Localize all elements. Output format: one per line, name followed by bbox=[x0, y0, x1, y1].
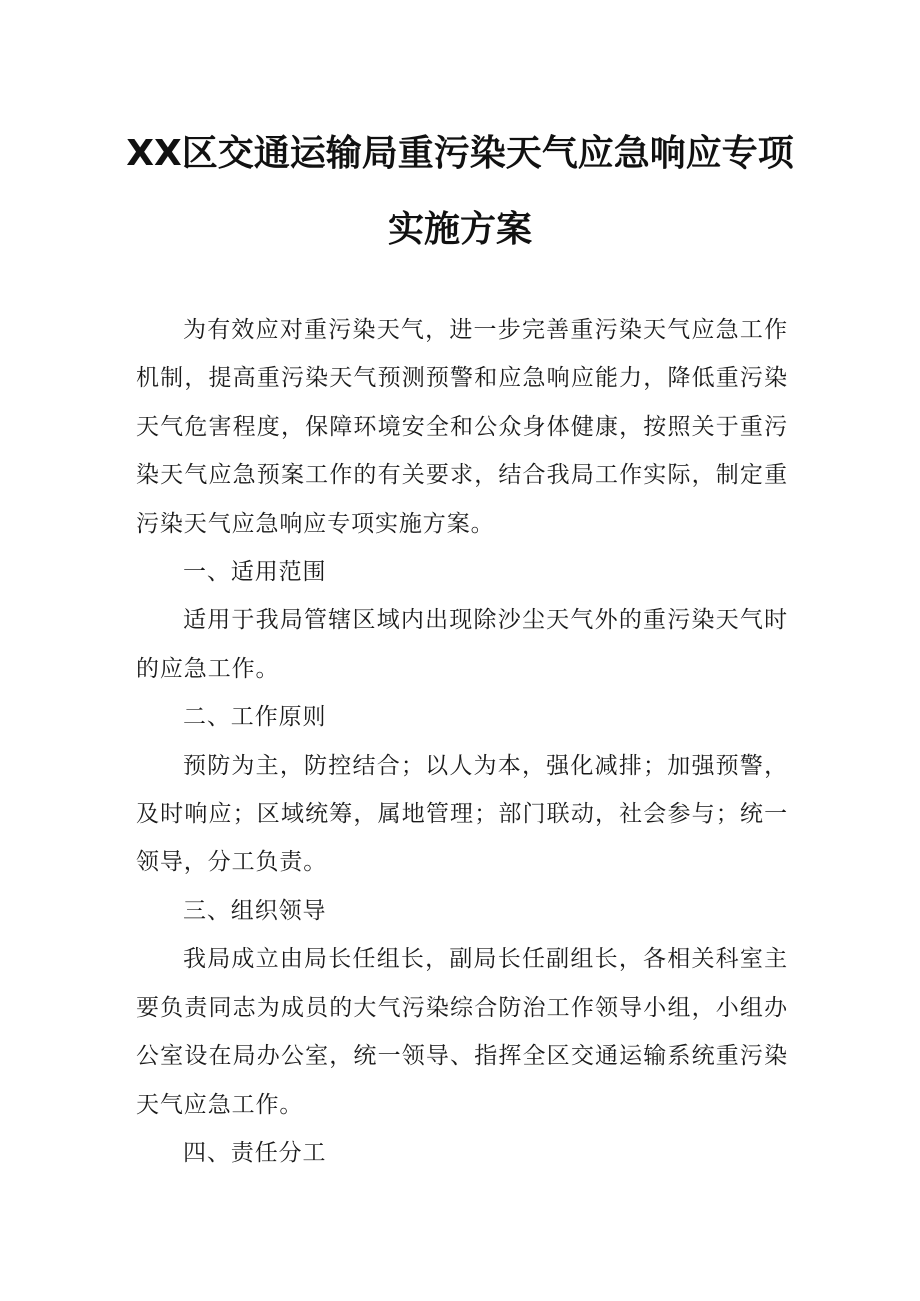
section-text-principles: 预防为主，防控结合；以人为本，强化减排；加强预警，及时响应；区域统筹，属地管理；部门联动，社会参与；统一领导，分工负责。 bbox=[136, 752, 788, 876]
section-heading-scope: 一、适用范围 bbox=[183, 559, 327, 586]
document-body bbox=[136, 306, 788, 1177]
document-title-line-1: XX区交通运输局重污染天气应急响应专项 bbox=[126, 133, 794, 174]
section-text-leadership: 我局成立由局长任组长，副局长任副组长，各相关科室主要负责同志为成员的大气污染综合防治工作领导小组，小组办公室设在局办公室，统一领导、指挥全区交通运输系统重污染天气应急工作。 bbox=[136, 946, 788, 1118]
document-title-line-2: 实施方案 bbox=[387, 209, 532, 250]
section-heading-responsibilities: 四、责任分工 bbox=[183, 1139, 327, 1166]
section-heading-leadership: 三、组织领导 bbox=[183, 897, 327, 924]
section-heading-principles: 二、工作原则 bbox=[183, 704, 327, 731]
intro-paragraph: 为有效应对重污染天气，进一步完善重污染天气应急工作机制，提高重污染天气预测预警和应急响应能力，降低重污染天气危害程度，保障环境安全和公众身体健康，按照关于重污染天气应急预案工作的有关要求，结合我局工作实际，制定重污染天气应急响应专项实施方案。 bbox=[136, 317, 788, 537]
section-text-scope: 适用于我局管辖区域内出现除沙尘天气外的重污染天气时的应急工作。 bbox=[136, 607, 788, 682]
